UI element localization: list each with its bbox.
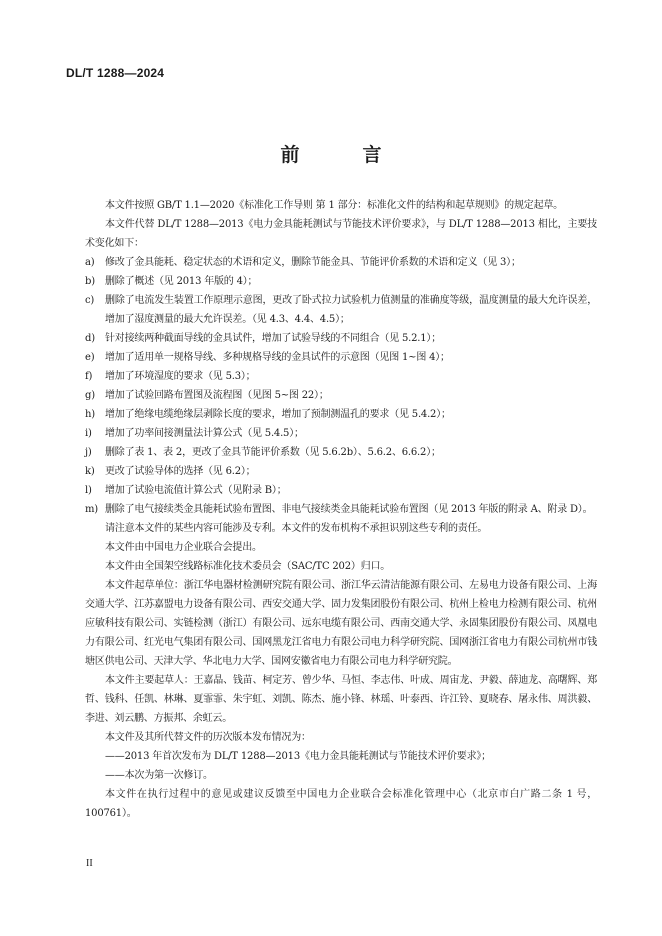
list-item [85,348,597,367]
list-marker: l) [85,485,92,496]
history-item: ——本次为第一次修订。 [105,770,213,781]
document-code: DL/T 1288—2024 [66,66,165,80]
paragraph-patent-notice: 请注意本文件的某些内容可能涉及专利。本文件的发布机构不承担识别这些专利的责任。 [105,523,488,534]
list-item [85,405,597,424]
paragraph-feedback: 本文件在执行过程中的意见或建议反馈至中国电力企业联合会标准化管理中心（北京市白广路二条 1 号，100761）。 [85,789,597,819]
list-item [85,443,597,462]
list-item [85,462,597,481]
list-item-text: 删除了概述（见 2013 年版的 4）； [105,276,258,287]
list-item [85,481,597,500]
list-item-text: 删除了表 1、表 2，更改了金具节能评价系数（见 5.6.2b）、5.6.2、6.6.2）； [105,447,441,458]
changes-list [85,253,597,519]
list-item [85,253,597,272]
page-number: II [86,858,93,869]
list-marker: d) [85,333,95,344]
paragraph-drafting-rules: 本文件按照 GB/T 1.1—2020《标准化工作导则 第 1 部分：标准化文件的结构和起草规则》的规定起草。 [105,200,563,211]
foreword-body [85,196,597,823]
list-item [85,367,597,386]
list-item [85,424,597,443]
list-marker: i) [85,428,92,439]
list-item-text: 更改了试验导体的选择（见 6.2）； [105,466,256,477]
list-item-text: 删除了电流发生装置工作原理示意图，更改了卧式拉力试验机力值测量的准确度等级，温度测量的最大允许误差，增加了湿度测量的最大允许误差。（见 4.3、4.4、4.5）； [105,295,597,325]
list-item-text: 针对接续两种截面导线的金具试件，增加了试验导线的不同组合（见 5.2.1）； [105,333,442,344]
list-item-text: 增加了试验回路布置图及流程图（见图 5~图 22）； [105,390,329,401]
page-title: 前 言 [280,144,404,166]
list-item-text: 修改了金具能耗、稳定状态的术语和定义，删除节能金具、节能评价系数的术语和定义（见 3）； [105,257,521,268]
list-marker: k) [85,466,95,477]
list-item-text: 增加了环境湿度的要求（见 5.3）； [105,371,256,382]
list-item-text: 增加了绝缘电缆绝缘层剥除长度的要求，增加了预制测温孔的要求（见 5.4.2）； [105,409,451,420]
list-marker: m) [85,504,98,515]
list-item-text: 增加了功率间接测量法计算公式（见 5.4.5）； [105,428,304,439]
list-marker: e) [85,352,95,363]
list-marker: h) [85,409,95,420]
list-marker: j) [85,447,92,458]
paragraph-committee: 本文件由全国架空线路标准化技术委员会（SAC/TC 202）归口。 [105,561,391,572]
list-marker: b) [85,276,95,287]
paragraph-drafters: 本文件主要起草人：王嘉晶、钱苗、柯定芳、曾少华、马恒、李志伟、叶成、周宙龙、尹毅、薛迪龙、高曙辉、郑哲、钱科、任凯、林琳、夏霏霏、朱宇虹、刘凯、陈杰、施小锋、林瑶、叶泰西、许江铃、夏晓春、屠永伟、周洪毅、李进、刘云鹏、方振邦、余虹云。 [85,675,597,724]
paragraph-drafting-units: 本文件起草单位：浙江华电器材检测研究院有限公司、浙江华云清洁能源有限公司、左易电力设备有限公司、上海交通大学、江苏嘉盟电力设备有限公司、西安交通大学、固力发集团股份有限公司、杭州上检电力检测有限公司、杭州应敏科技有限公司、实链检测（浙江）有限公司、远东电缆有限公司、西南交通大学、永固集团股份有限公司、凤凰电力有限公司、红光电气集团有限公司、国网黑龙江省电力有限公司电力科学研究院、国网浙江省电力有限公司杭州市钱塘区供电公司、天津大学、华北电力大学、国网安徽省电力有限公司电力科学研究院。 [85,580,597,667]
list-item [85,272,597,291]
list-item [85,329,597,348]
list-item-text: 增加了适用单一规格导线、多种规格导线的金具试件的示意图（见图 1~图 4）； [105,352,450,363]
history-item: ——2013 年首次发布为 DL/T 1288—2013《电力金具能耗测试与节能技术评价要求》； [105,751,491,762]
paragraph-replacement: 本文件代替 DL/T 1288—2013《电力金具能耗测试与节能技术评价要求》，与 DL/T 1288—2013 相比，主要技术变化如下： [85,219,597,249]
list-item [85,291,597,329]
list-item-text: 删除了电气接续类金具能耗试验布置图、非电气接续类金具能耗试验布置图（见 2013 年版的附录 A、附录 D）。 [105,504,593,515]
list-marker: g) [85,390,95,401]
list-item [85,500,597,519]
paragraph-history-intro: 本文件及其所代替文件的历次版本发布情况为： [105,732,311,743]
list-marker: c) [85,295,95,306]
list-marker: f) [85,371,93,382]
list-item-text: 增加了试验电流值计算公式（见附录 B）； [105,485,287,496]
paragraph-proposer: 本文件由中国电力企业联合会提出。 [105,542,262,553]
list-marker: a) [85,257,95,268]
list-item [85,386,597,405]
